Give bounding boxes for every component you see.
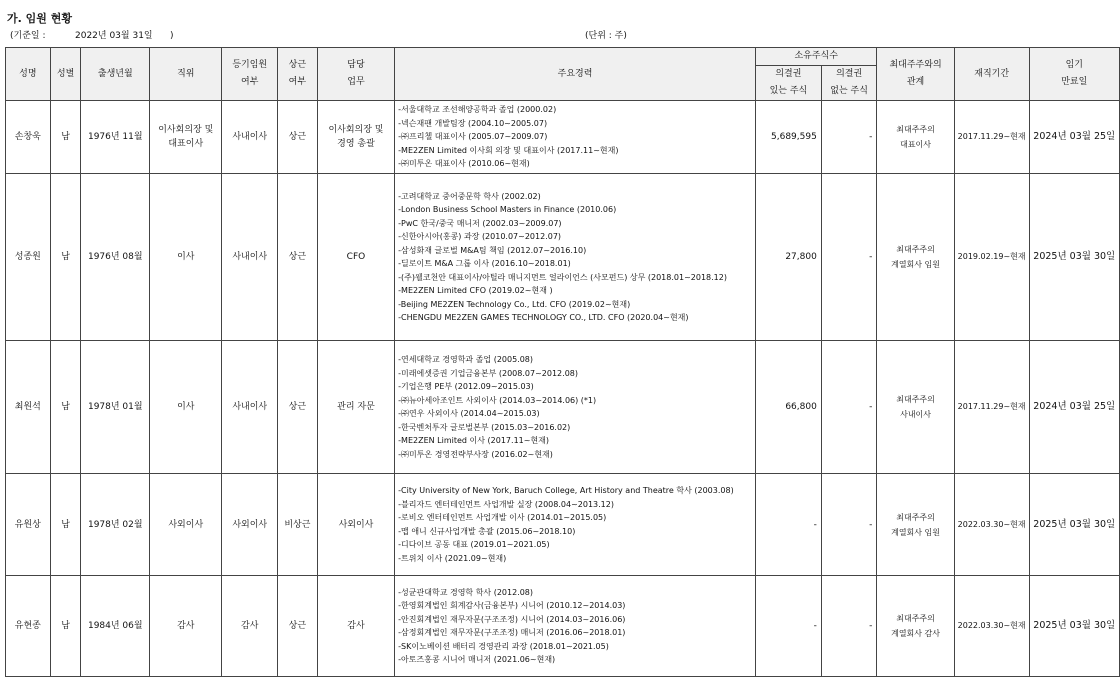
relation-line1: 최대주주의 xyxy=(896,245,935,254)
header-nonvoting-line2: 없는 주식 xyxy=(830,86,868,96)
career-item: -City University of New York, Baruch College, Art History and Theatre 학사 (2003.08) xyxy=(398,486,734,495)
cell-duty xyxy=(317,101,394,174)
cell-career xyxy=(395,576,756,677)
career-item: -로비오 엔터테인먼트 사업개발 이사 (2014.01~2015.05) xyxy=(398,513,607,522)
cell-relation xyxy=(877,174,954,341)
cell-tenure: 2022.03.30~현재 xyxy=(954,474,1029,576)
duty-line1: 사외이사 xyxy=(338,519,374,530)
career-item: -딜로이트 M&A 그룹 이사 (2016.10~2018.01) xyxy=(398,259,571,268)
cell-duty xyxy=(317,576,394,677)
header-registered-line2: 여부 xyxy=(241,77,259,87)
header-expiry-line1: 임기 xyxy=(1065,60,1083,70)
duty-line2: 경영 총괄 xyxy=(337,139,375,149)
career-item: -블리자드 엔터테인먼트 사업개발 실장 (2008.04~2013.12) xyxy=(398,499,614,509)
position-line1: 이사 xyxy=(177,402,195,412)
cell-relation xyxy=(877,101,954,174)
cell-registered: 사외이사 xyxy=(222,474,278,576)
career-item: -(주)웰코천안 대표이사/아틸라 매니지먼트 얼라이언스 (사모펀드) 상무 (2018.01~2018.12) xyxy=(398,272,727,282)
header-fulltime xyxy=(278,48,318,101)
career-item: -고려대학교 중어중문학 학사 (2002.02) xyxy=(398,191,541,201)
cell-duty xyxy=(317,474,394,576)
cell-expiry: 2024년 03월 25일 xyxy=(1029,341,1119,474)
position-line1: 감사 xyxy=(177,621,195,631)
header-relation-line2: 관계 xyxy=(906,77,925,87)
career-item: -안진회계법인 재무자문(구조조정) 시니어 (2014.03~2016.06) xyxy=(398,614,626,624)
cell-relation xyxy=(877,576,954,677)
header-relation-line1: 최대주주와의 xyxy=(889,60,942,70)
cell-fulltime: 비상근 xyxy=(278,474,318,576)
table-row xyxy=(6,174,1120,341)
career-item: -ME2ZEN Limited CFO (2019.02~현재 ) xyxy=(398,286,553,295)
cell-birth: 1978년 01월 xyxy=(81,341,150,474)
header-registered xyxy=(222,48,278,101)
header-tenure: 재직기간 xyxy=(954,48,1029,101)
career-item: -신한아시아(홍콩) 과장 (2010.07~2012.07) xyxy=(398,232,562,241)
duty-line1: CFO xyxy=(346,252,366,262)
career-item: -아토즈홍콩 시니어 매니저 (2021.06~현재) xyxy=(398,655,556,664)
basis-label: (기준일 : xyxy=(10,31,46,41)
cell-tenure: 2019.02.19~현재 xyxy=(954,174,1029,341)
career-item: -한국벤처투자 글로벌본부 (2015.03~2016.02) xyxy=(398,422,571,432)
cell-expiry: 2024년 03월 25일 xyxy=(1029,101,1119,174)
position-line1: 이사 xyxy=(177,252,195,262)
cell-position xyxy=(150,576,222,677)
career-item: -성균관대학교 경영학 학사 (2012.08) xyxy=(398,587,534,597)
position-line2: 대표이사 xyxy=(168,139,204,149)
cell-voting-shares: - xyxy=(755,576,821,677)
cell-fulltime: 상근 xyxy=(278,101,318,174)
header-voting xyxy=(755,66,821,101)
career-item: -CHENGDU ME2ZEN GAMES TECHNOLOGY CO., LTD. CFO (2020.04~현재) xyxy=(398,313,689,322)
cell-voting-shares: 5,689,595 xyxy=(755,101,821,174)
cell-birth: 1978년 02월 xyxy=(81,474,150,576)
duty-line1: 감사 xyxy=(347,621,365,631)
header-expiry xyxy=(1029,48,1119,101)
cell-expiry: 2025년 03월 30일 xyxy=(1029,174,1119,341)
header-name: 성명 xyxy=(6,48,51,101)
cell-tenure: 2017.11.29~현재 xyxy=(954,101,1029,174)
relation-line2: 계열회사 임원 xyxy=(891,527,941,537)
career-item: -삼성화재 글로벌 M&A팀 책임 (2012.07~2016.10) xyxy=(398,245,587,255)
career-item: -미래에셋증권 기업금융본부 (2008.07~2012.08) xyxy=(398,368,578,378)
cell-gender: 남 xyxy=(50,341,81,474)
header-voting-line1: 의결권 xyxy=(775,69,802,79)
header-duty-line2: 업무 xyxy=(347,77,365,87)
cell-career xyxy=(395,101,756,174)
cell-registered: 사내이사 xyxy=(222,341,278,474)
career-item: -㈜프리첼 대표이사 (2005.07~2009.07) xyxy=(398,132,548,142)
table-row xyxy=(6,474,1120,576)
table-row xyxy=(6,576,1120,677)
cell-duty xyxy=(317,341,394,474)
cell-gender: 남 xyxy=(50,101,81,174)
header-expiry-line2: 만료일 xyxy=(1061,77,1088,87)
career-item: -디다이브 공동 대표 (2019.01~2021.05) xyxy=(398,540,550,549)
career-item: -삼정회계법인 재무자문(구조조정) 매니저 (2016.06~2018.01) xyxy=(398,628,626,637)
career-item: -Beijing ME2ZEN Technology Co., Ltd. CFO (2019.02~현재) xyxy=(398,299,631,309)
cell-nonvoting-shares: - xyxy=(821,341,877,474)
header-nonvoting-line1: 의결권 xyxy=(836,69,863,79)
header-shares: 소유주식수 xyxy=(755,48,876,66)
position-line1: 이사회의장 및 xyxy=(158,125,214,135)
cell-fulltime: 상근 xyxy=(278,576,318,677)
cell-position xyxy=(150,101,222,174)
basis-date-line xyxy=(10,28,174,41)
table-row xyxy=(6,341,1120,474)
cell-tenure: 2022.03.30~현재 xyxy=(954,576,1029,677)
header-fulltime-line2: 여부 xyxy=(288,77,307,87)
relation-line2: 계열회사 임원 xyxy=(891,260,941,269)
header-nonvoting xyxy=(821,66,877,101)
career-item: -ME2ZEN Limited 이사회 의장 및 대표이사 (2017.11~현재) xyxy=(398,145,619,155)
executive-table xyxy=(5,47,1120,677)
cell-expiry: 2025년 03월 30일 xyxy=(1029,576,1119,677)
cell-expiry: 2025년 03월 30일 xyxy=(1029,474,1119,576)
table-row xyxy=(6,101,1120,174)
career-item: -London Business School Masters in Finance (2010.06) xyxy=(398,205,617,214)
cell-birth: 1976년 11월 xyxy=(81,101,150,174)
section-title: 가. 임원 현황 xyxy=(7,12,72,25)
cell-gender: 남 xyxy=(50,474,81,576)
header-duty xyxy=(317,48,394,101)
cell-position xyxy=(150,474,222,576)
relation-line1: 최대주주의 xyxy=(896,614,935,623)
position-line1: 사외이사 xyxy=(168,519,204,530)
header-birth: 출생년월 xyxy=(81,48,150,101)
cell-duty xyxy=(317,174,394,341)
career-item: -한영회계법인 회계감사(금융본부) 시니어 (2010.12~2014.03) xyxy=(398,601,626,610)
relation-line2: 대표이사 xyxy=(900,140,932,149)
cell-career xyxy=(395,174,756,341)
cell-name: 손창욱 xyxy=(6,101,51,174)
header-position: 직위 xyxy=(150,48,222,101)
cell-tenure: 2017.11.29~현재 xyxy=(954,341,1029,474)
cell-relation xyxy=(877,341,954,474)
career-item: -넥슨재팬 개발팀장 (2004.10~2005.07) xyxy=(398,118,548,128)
career-item: -기업은행 PE부 (2012.09~2015.03) xyxy=(398,382,534,391)
relation-line2: 사내이사 xyxy=(900,410,932,419)
career-item: -ME2ZEN Limited 이사 (2017.11~현재) xyxy=(398,436,550,445)
cell-career xyxy=(395,474,756,576)
cell-fulltime: 상근 xyxy=(278,174,318,341)
career-item: -㈜뉴아세아조인트 사외이사 (2014.03~2014.06) (*1) xyxy=(398,395,597,405)
cell-nonvoting-shares: - xyxy=(821,474,877,576)
cell-position xyxy=(150,174,222,341)
cell-voting-shares: 27,800 xyxy=(755,174,821,341)
cell-name: 유원상 xyxy=(6,474,51,576)
career-item: -연세대학교 경영학과 졸업 (2005.08) xyxy=(398,355,534,364)
header-relation xyxy=(877,48,954,101)
cell-nonvoting-shares: - xyxy=(821,174,877,341)
cell-position xyxy=(150,341,222,474)
header-career: 주요경력 xyxy=(395,48,756,101)
relation-line1: 최대주주의 xyxy=(896,512,935,522)
cell-gender: 남 xyxy=(50,174,81,341)
career-item: -맵 애니 신규사업개발 총괄 (2015.06~2018.10) xyxy=(398,526,576,536)
cell-relation xyxy=(877,474,954,576)
relation-line1: 최대주주의 xyxy=(896,125,935,134)
cell-name: 성종원 xyxy=(6,174,51,341)
cell-voting-shares: - xyxy=(755,474,821,576)
cell-name: 최원석 xyxy=(6,341,51,474)
cell-fulltime: 상근 xyxy=(278,341,318,474)
career-item: -PwC 한국/중국 매니저 (2002.03~2009.07) xyxy=(398,218,562,228)
basis-close: ) xyxy=(170,31,174,41)
career-item: -SK이노베이션 배터리 경영관리 과장 (2018.01~2021.05) xyxy=(398,641,609,651)
header-gender: 성별 xyxy=(50,48,81,101)
basis-date: 2022년 03월 31일 xyxy=(75,31,153,41)
header-registered-line1: 등기임원 xyxy=(232,60,268,70)
cell-birth: 1984년 06월 xyxy=(81,576,150,677)
career-item: -트위치 이사 (2021.09~현재) xyxy=(398,553,507,563)
duty-line1: 이사회의장 및 xyxy=(328,125,384,135)
cell-gender: 남 xyxy=(50,576,81,677)
cell-nonvoting-shares: - xyxy=(821,101,877,174)
cell-registered: 감사 xyxy=(222,576,278,677)
cell-career xyxy=(395,341,756,474)
relation-line2: 계열회사 감사 xyxy=(891,629,941,638)
cell-voting-shares: 66,800 xyxy=(755,341,821,474)
career-item: -㈜미투온 경영전략부사장 (2016.02~현재) xyxy=(398,449,553,459)
header-fulltime-line1: 상근 xyxy=(288,60,307,70)
career-item: -㈜연우 사외이사 (2014.04~2015.03) xyxy=(398,409,540,418)
cell-registered: 사내이사 xyxy=(222,101,278,174)
relation-line1: 최대주주의 xyxy=(896,395,935,404)
duty-line1: 관리 자문 xyxy=(337,402,375,412)
cell-registered: 사내이사 xyxy=(222,174,278,341)
career-item: -서울대학교 조선해양공학과 졸업 (2000.02) xyxy=(398,105,557,115)
cell-name: 유현종 xyxy=(6,576,51,677)
cell-nonvoting-shares: - xyxy=(821,576,877,677)
unit-label: (단위 : 주) xyxy=(585,31,627,41)
header-duty-line1: 담당 xyxy=(347,60,365,70)
cell-birth: 1976년 08월 xyxy=(81,174,150,341)
career-item: -㈜미투온 대표이사 (2010.06~현재) xyxy=(398,159,530,169)
header-voting-line2: 있는 주식 xyxy=(769,86,808,96)
